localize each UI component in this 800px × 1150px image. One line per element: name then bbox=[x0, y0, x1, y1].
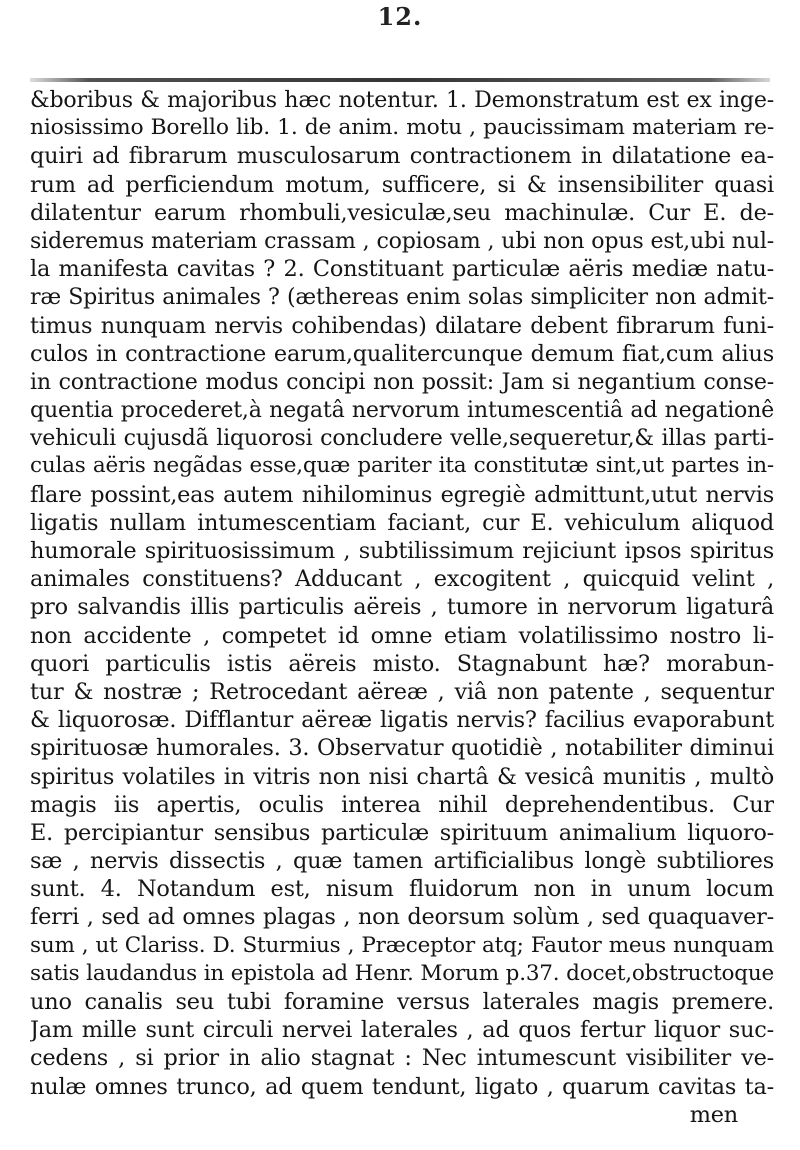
text-line: rum ad perficiendum motum, sufficere, si & insensibiliter quasi bbox=[30, 171, 774, 198]
text-line: & liquorosæ. Difflantur aëreæ ligatis nervis? facilius evaporabunt bbox=[30, 707, 774, 734]
page-number: 12. bbox=[377, 2, 423, 31]
text-line: ligatis nullam intumescentiam faciant, cur E. vehiculum aliquod bbox=[30, 509, 774, 536]
text-line: E. percipiantur sensibus particulæ spirituum animalium liquoro- bbox=[30, 819, 774, 846]
text-line: quori particulis istis aëreis misto. Stagnabunt hæ? morabun- bbox=[30, 650, 774, 677]
text-line: satis laudandus in epistola ad Henr. Morum p.37. docet,obstructoque bbox=[30, 960, 774, 986]
text-line: sideremus materiam crassam , copiosam , ubi non opus est,ubi nul- bbox=[30, 227, 774, 254]
text-line: sæ , nervis dissectis , quæ tamen artificialibus longè subtiliores bbox=[30, 848, 774, 875]
text-line: timus nunquam nervis cohibendas) dilatare debent fibrarum funi- bbox=[30, 312, 774, 339]
text-line: ferri , sed ad omnes plagas , non deorsum solùm , sed quaquaver- bbox=[30, 904, 774, 931]
text-line: flare possint,eas autem nihilominus egregiè admittunt,utut nervis bbox=[30, 481, 774, 508]
text-line: uno canalis seu tubi foramine versus laterales magis premere. bbox=[30, 989, 774, 1015]
body-text bbox=[30, 86, 774, 1129]
text-line: niosissimo Borello lib. 1. de anim. motu , paucissimam materiam re- bbox=[30, 115, 774, 141]
text-line: in contractione modus concipi non possit: Jam si negantium conse- bbox=[30, 368, 774, 395]
text-line: spirituosæ humorales. 3. Observatur quotidiè , notabiliter diminui bbox=[30, 735, 774, 762]
text-line: sunt. 4. Notandum est, nisum fluidorum non in unum locum bbox=[30, 876, 774, 903]
text-line: nulæ omnes trunco, ad quem tendunt, ligato , quarum cavitas ta- bbox=[30, 1073, 774, 1100]
text-line: sum , ut Clariss. D. Sturmius , Præceptor atq; Fautor meus nunquam bbox=[30, 932, 774, 958]
text-line: culos in contractione earum,qualitercunque demum fiat,cum alius bbox=[30, 340, 774, 367]
text-line: humorale spirituosissimum , subtilissimum rejiciunt ipsos spiritus bbox=[30, 538, 774, 564]
text-line: vehiculi cujusdã liquorosi concludere velle,sequeretur,& illas parti- bbox=[30, 425, 774, 452]
header-rule bbox=[30, 78, 770, 82]
text-line: tur & nostræ ; Retrocedant aëreæ , viâ non patente , sequentur bbox=[30, 678, 774, 705]
text-line: quentia procederet,à negatâ nervorum intumescentiâ ad negationê bbox=[30, 397, 774, 424]
text-line: cedens , si prior in alio stagnat : Nec intumescunt visibiliter ve- bbox=[30, 1045, 774, 1072]
text-line: pro salvandis illis particulis aëreis , tumore in nervorum ligaturâ bbox=[30, 594, 774, 621]
text-line: animales constituens? Adducant , excogitent , quicquid velint , bbox=[30, 566, 774, 593]
catchword: men bbox=[689, 1101, 738, 1128]
text-line: &boribus & majoribus hæc notentur. 1. Demonstratum est ex inge- bbox=[30, 87, 774, 113]
text-line: magis iis apertis, oculis interea nihil deprehendentibus. Cur bbox=[30, 791, 774, 818]
text-line: ræ Spiritus animales ? (æthereas enim solas simpliciter non admit- bbox=[30, 284, 774, 311]
text-line: quiri ad fibrarum musculosarum contractionem in dilatatione ea- bbox=[30, 143, 774, 170]
text-line: non accidente , competet id omne etiam volatilissimo nostro li- bbox=[30, 622, 774, 649]
text-line: spiritus volatiles in vitris non nisi chartâ & vesicâ munitis , multò bbox=[30, 763, 774, 790]
text-line: culas aëris negãdas esse,quæ pariter ita constitutæ sint,ut partes in- bbox=[30, 453, 774, 479]
text-line: dilatentur earum rhombuli,vesiculæ,seu machinulæ. Cur E. de- bbox=[30, 199, 774, 226]
text-line: Jam mille sunt circuli nervei laterales , ad quos fertur liquor suc- bbox=[30, 1017, 774, 1044]
text-line: la manifesta cavitas ? 2. Constituant particulæ aëris mediæ natu- bbox=[30, 256, 774, 283]
